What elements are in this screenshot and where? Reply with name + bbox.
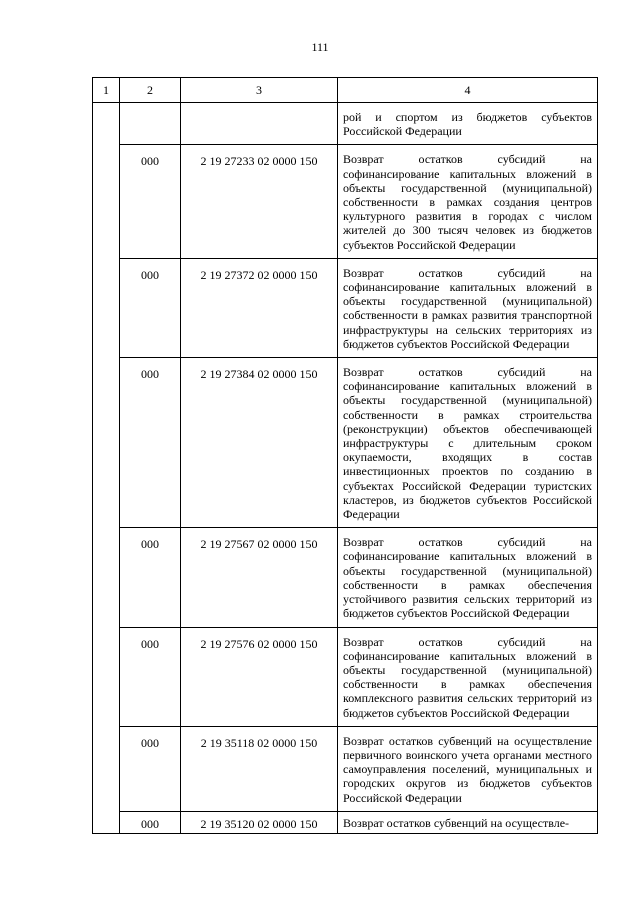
- row-index-cell: [93, 726, 120, 811]
- row-index-cell: [93, 258, 120, 357]
- table-row: [93, 103, 598, 145]
- table-row: [93, 726, 598, 811]
- row-index-cell: [93, 811, 120, 833]
- admin-code-cell: 000: [120, 528, 181, 627]
- admin-code-cell: 000: [120, 627, 181, 726]
- table-row: [93, 258, 598, 357]
- column-header-2: 2: [120, 78, 181, 103]
- description-cell: Возврат остатков субсидий на софинансирование капитальных вложений в объекты государственной (муниципальной) собственности в рамках обеспечения комплексного развития сельских территорий из бюджетов субъектов Российской Федерации: [338, 627, 598, 726]
- table-row: [93, 627, 598, 726]
- table-row: [93, 811, 598, 833]
- budget-code-cell: [181, 103, 338, 145]
- column-header-4: 4: [338, 78, 598, 103]
- admin-code-cell: 000: [120, 726, 181, 811]
- admin-code-cell: [120, 103, 181, 145]
- row-index-cell: [93, 528, 120, 627]
- budget-code-cell: 2 19 27384 02 0000 150: [181, 358, 338, 528]
- description-cell: Возврат остатков субсидий на софинансирование капитальных вложений в объекты государственной (муниципальной) собственности в рамках обеспечения устойчивого развития сельских территорий из бюджетов субъектов Российской Федерации: [338, 528, 598, 627]
- admin-code-cell: 000: [120, 358, 181, 528]
- admin-code-cell: 000: [120, 145, 181, 258]
- description-cell: Возврат остатков субсидий на софинансирование капитальных вложений в объекты государственной (муниципальной) собственности в рамках строительства (реконструкции) объектов обеспечивающей инфраструктуры с длительным сроком окупаемости, входящих в состав инвестиционных проектов по созданию в субъектах Российской Федерации туристских кластеров, из бюджетов субъектов Российской Федерации: [338, 358, 598, 528]
- description-cell: Возврат остатков субсидий на софинансирование капитальных вложений в объекты государственной (муниципальной) собственности в рамках развития транспортной инфраструктуры на сельских территориях из бюджетов субъектов Российской Федерации: [338, 258, 598, 357]
- table-row: [93, 358, 598, 528]
- budget-code-cell: 2 19 35120 02 0000 150: [181, 811, 338, 833]
- admin-code-cell: 000: [120, 811, 181, 833]
- row-index-cell: [93, 145, 120, 258]
- description-cell: Возврат остатков субвенций на осуществление первичного воинского учета органами местного самоуправления поселений, муниципальных и городских округов из бюджетов субъектов Российской Федерации: [338, 726, 598, 811]
- budget-code-cell: 2 19 27576 02 0000 150: [181, 627, 338, 726]
- budget-code-cell: 2 19 35118 02 0000 150: [181, 726, 338, 811]
- table-row: [93, 528, 598, 627]
- table-header-row: [93, 78, 598, 103]
- description-cell: Возврат остатков субвенций на осуществле-: [338, 811, 598, 833]
- budget-code-cell: 2 19 27567 02 0000 150: [181, 528, 338, 627]
- budget-code-table: [92, 77, 598, 834]
- column-header-1: 1: [93, 78, 120, 103]
- description-cell: Возврат остатков субсидий на софинансирование капитальных вложений в объекты государственной (муниципальной) собственности в рамках создания центров культурного развития в городах с числом жителей до 300 тысяч человек из бюджетов субъектов Российской Федерации: [338, 145, 598, 258]
- row-index-cell: [93, 358, 120, 528]
- row-index-cell: [93, 627, 120, 726]
- budget-code-cell: 2 19 27233 02 0000 150: [181, 145, 338, 258]
- row-index-cell: [93, 103, 120, 145]
- description-cell: рой и спортом из бюджетов субъектов Российской Федерации: [338, 103, 598, 145]
- table-row: [93, 145, 598, 258]
- page-number: 111: [311, 40, 329, 54]
- budget-code-cell: 2 19 27372 02 0000 150: [181, 258, 338, 357]
- column-header-3: 3: [181, 78, 338, 103]
- admin-code-cell: 000: [120, 258, 181, 357]
